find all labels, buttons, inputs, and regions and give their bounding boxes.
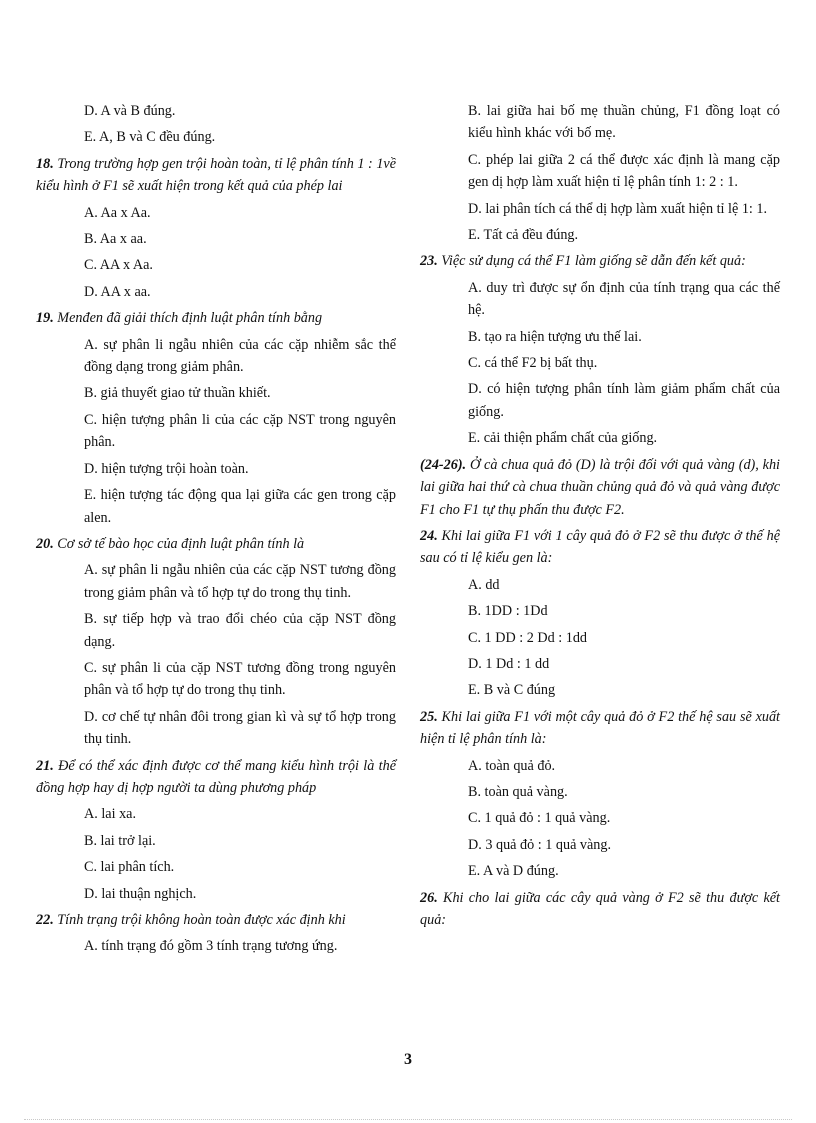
q18-opt-b: B. Aa x aa. bbox=[84, 231, 147, 248]
q24-opt-c: C. 1 DD : 2 Dd : 1dd bbox=[468, 629, 588, 646]
q24-opt-b: B. 1DD : 1Dd bbox=[468, 603, 548, 620]
q25-opt-d: D. 3 quả đỏ : 1 quả vàng. bbox=[468, 836, 612, 853]
question-text: Khi lai giữa F1 với một cây quả đỏ ở F2 thế hệ sau sẽ xuất hiện tỉ lệ phân tính là: bbox=[420, 708, 780, 748]
question-26 bbox=[420, 887, 780, 932]
q23-opt-d: D. có hiện tượng phân tính làm giảm phẩm chất của giống. bbox=[468, 381, 780, 420]
question-22 bbox=[36, 909, 396, 931]
question-number: 20. bbox=[36, 535, 54, 552]
q20-opt-c: C. sự phân li của cặp NST tương đồng trong nguyên phân và tổ hợp tự do trong thụ tinh. bbox=[84, 659, 396, 699]
q18-opt-d: D. AA x aa. bbox=[84, 283, 151, 300]
page-number: 3 bbox=[404, 1051, 412, 1068]
q19-opt-c: C. hiện tượng phân li của các cặp NST trong nguyên phân. bbox=[84, 411, 396, 451]
q22-opt-c: C. phép lai giữa 2 cá thể được xác định là mang cặp gen dị hợp làm xuất hiện tỉ lệ phân tính 1: 2 : 1. bbox=[468, 151, 780, 191]
footer-divider bbox=[24, 1119, 792, 1120]
question-number: 22. bbox=[36, 912, 54, 928]
question-number: 23. bbox=[420, 253, 438, 270]
q22-opt-e: E. Tất cả đều đúng. bbox=[468, 227, 579, 244]
q20-opt-b: B. sự tiếp hợp và trao đổi chéo của cặp NST đồng dạng. bbox=[84, 611, 396, 650]
right-column bbox=[420, 100, 780, 935]
q25-opt-c: C. 1 quả đỏ : 1 quả vàng. bbox=[468, 810, 611, 827]
question-18 bbox=[36, 153, 396, 198]
q21-opt-b: B. lai trở lại. bbox=[84, 832, 156, 849]
question-text: Khi lai giữa F1 với 1 cây quả đỏ ở F2 sẽ thu được ở thế hệ sau có tỉ lệ kiểu gen là: bbox=[420, 527, 780, 567]
q21-opt-d: D. lai thuận nghịch. bbox=[84, 885, 197, 902]
left-column bbox=[36, 100, 396, 962]
q20-opt-a: A. sự phân li ngẫu nhiên của các cặp NST tương đồng trong giảm phân và tổ hợp tự do trong thụ tinh. bbox=[84, 562, 396, 601]
question-text: Việc sử dụng cá thể F1 làm giống sẽ dẫn đến kết quả: bbox=[441, 253, 746, 270]
q25-opt-a: A. toàn quả đỏ. bbox=[468, 757, 556, 774]
question-text: Để có thể xác định được cơ thể mang kiểu hình trội là thể đồng hợp hay dị hợp người ta dùng phương pháp bbox=[36, 757, 397, 796]
q22-opt-b: B. lai giữa hai bố mẹ thuần chủng, F1 đồng loạt có kiểu hình khác với bố mẹ. bbox=[468, 103, 780, 142]
q22-opt-d: D. lai phân tích cá thể dị hợp làm xuất hiện tỉ lệ 1: 1. bbox=[468, 200, 768, 217]
q23-opt-b: B. tạo ra hiện tượng ưu thế lai. bbox=[468, 328, 642, 345]
question-text: Ở cà chua quả đỏ (D) là trội đối với quả vàng (d), khi lai giữa hai thứ cà chua thuần chủng quả đỏ và quả vàng được F1 cho F1 tự thụ phấn thu được F2. bbox=[420, 456, 780, 518]
question-21 bbox=[36, 755, 396, 800]
q18-opt-c: C. AA x Aa. bbox=[84, 257, 153, 274]
q20-opt-d: D. cơ chế tự nhân đôi trong gian kì và sự tổ hợp trong thụ tinh. bbox=[84, 708, 396, 748]
question-number: 21. bbox=[36, 757, 54, 774]
q21-opt-c: C. lai phân tích. bbox=[84, 859, 175, 876]
question-number: 19. bbox=[36, 310, 54, 327]
q19-opt-b: B. giả thuyết giao tử thuần khiết. bbox=[84, 385, 271, 402]
question-number: 18. bbox=[36, 155, 54, 172]
q19-opt-d: D. hiện tượng trội hoàn toàn. bbox=[84, 460, 249, 477]
question-20 bbox=[36, 533, 396, 555]
question-text: Tính trạng trội không hoàn toàn được xác định khi bbox=[57, 912, 346, 928]
question-number: 26. bbox=[420, 889, 438, 906]
question-number: 24. bbox=[420, 527, 438, 544]
q19-opt-e: E. hiện tượng tác động qua lại giữa các gen trong cặp alen. bbox=[84, 487, 396, 526]
q-opt-d-17: D. A và B đúng. bbox=[84, 103, 176, 119]
q18-opt-a: A. Aa x Aa. bbox=[84, 204, 151, 221]
question-number: 25. bbox=[420, 708, 438, 725]
q22-opt-a: A. tính trạng đó gồm 3 tính trạng tương ứng. bbox=[84, 938, 338, 955]
question-text: Khi cho lai giữa các cây quả vàng ở F2 sẽ thu được kết quả: bbox=[420, 889, 780, 928]
q23-opt-c: C. cá thể F2 bị bất thụ. bbox=[468, 355, 598, 372]
question-23 bbox=[420, 250, 780, 272]
question-text: Menđen đã giải thích định luật phân tính bằng bbox=[57, 310, 323, 327]
q19-opt-a: A. sự phân li ngẫu nhiên của các cặp nhiễm sắc thể đồng dạng trong giảm phân. bbox=[84, 336, 396, 376]
q23-opt-a: A. duy trì được sự ổn định của tính trạng qua các thế hệ. bbox=[468, 279, 780, 319]
question-19 bbox=[36, 307, 396, 329]
question-text: Cơ sở tế bào học của định luật phân tính là bbox=[57, 535, 305, 552]
q24-opt-a: A. dd bbox=[468, 576, 500, 593]
q-opt-e-17: E. A, B và C đều đúng. bbox=[84, 129, 216, 146]
question-25 bbox=[420, 706, 780, 751]
question-24-26-intro bbox=[420, 454, 780, 521]
q25-opt-b: B. toàn quả vàng. bbox=[468, 783, 568, 800]
q23-opt-e: E. cải thiện phẩm chất của giống. bbox=[468, 430, 658, 447]
q24-opt-d: D. 1 Dd : 1 dd bbox=[468, 655, 550, 672]
question-24 bbox=[420, 525, 780, 570]
q24-opt-e: E. B và C đúng bbox=[468, 682, 556, 699]
question-number: (24-26). bbox=[420, 456, 467, 473]
q21-opt-a: A. lai xa. bbox=[84, 806, 137, 823]
q25-opt-e: E. A và D đúng. bbox=[468, 863, 559, 880]
question-text: Trong trường hợp gen trội hoàn toàn, tỉ lệ phân tính 1 : 1về kiểu hình ở F1 sẽ xuất hiện trong kết quả của phép lai bbox=[36, 155, 397, 195]
